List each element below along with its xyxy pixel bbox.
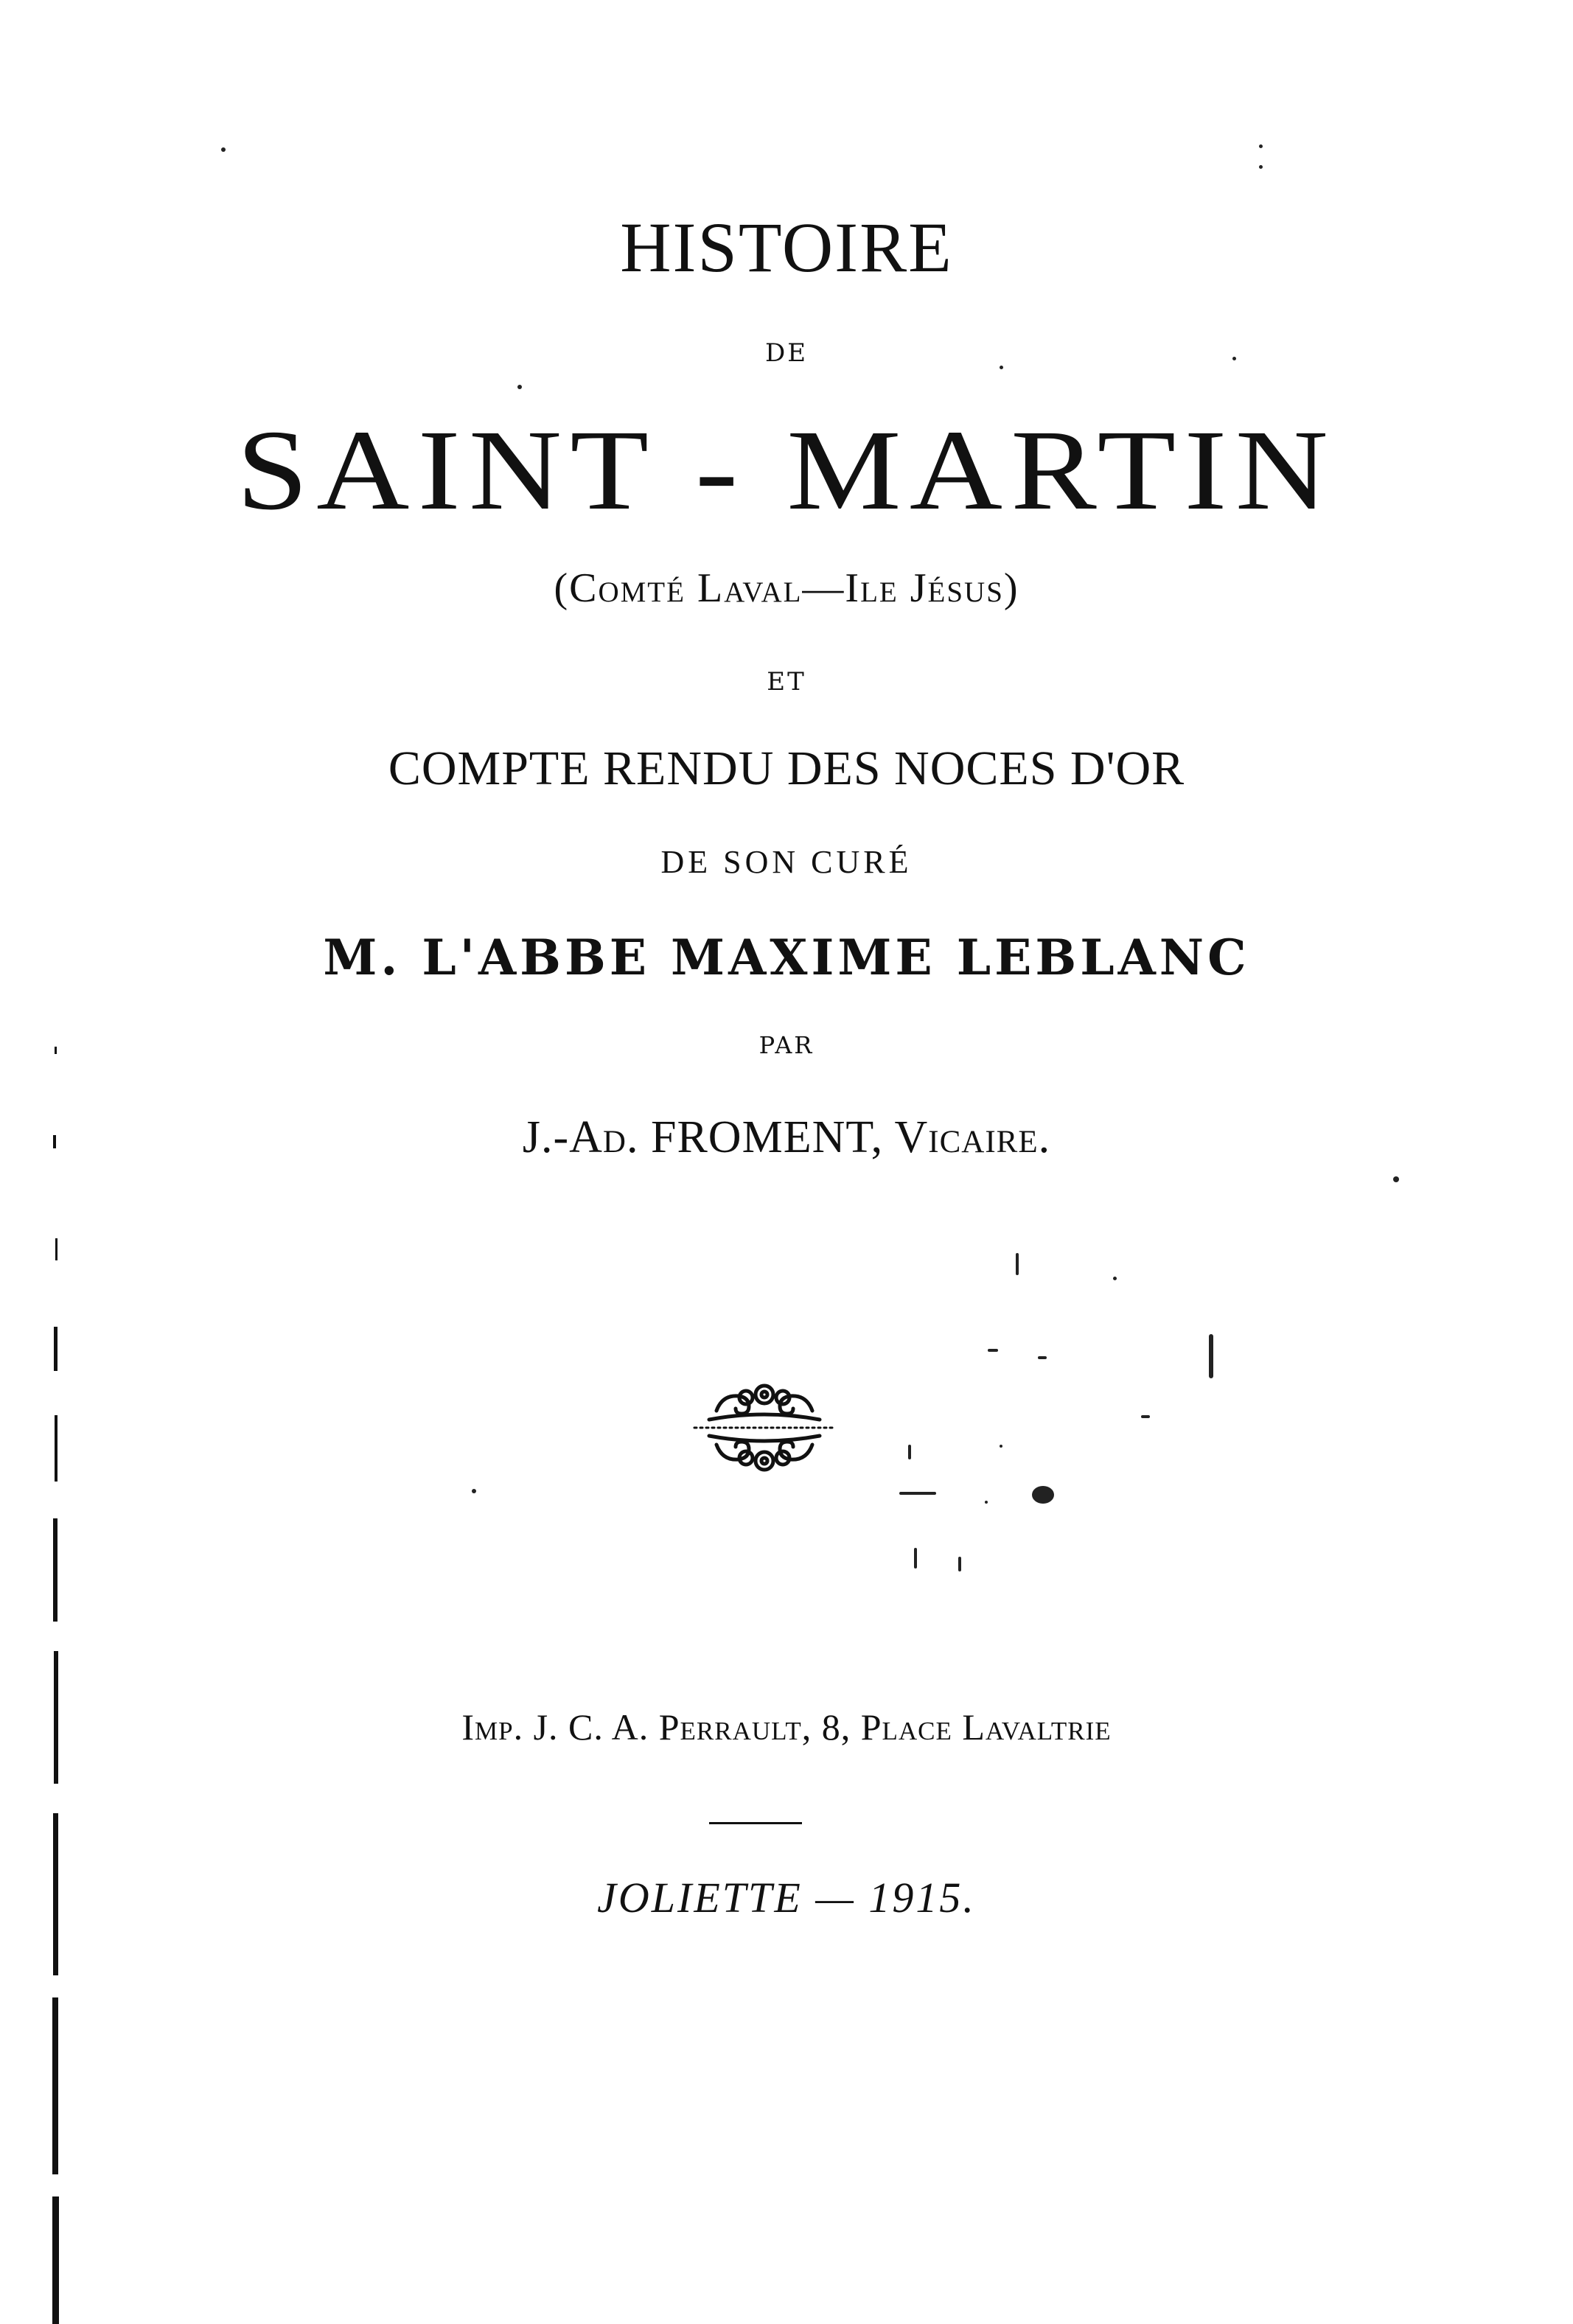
scan-speck xyxy=(472,1489,476,1493)
scan-speck xyxy=(1232,357,1236,360)
scan-speck xyxy=(899,1492,936,1495)
scan-speck xyxy=(985,1501,988,1504)
scan-speck xyxy=(1259,144,1263,148)
scan-speck xyxy=(958,1557,961,1571)
scan-speck xyxy=(1032,1486,1054,1504)
scan-speck xyxy=(1113,1277,1117,1280)
scan-speck xyxy=(1209,1334,1213,1378)
scan-speck xyxy=(1393,1176,1399,1182)
scroll-ornament-icon xyxy=(687,1372,842,1483)
scan-speck xyxy=(221,147,226,152)
scan-speck xyxy=(1016,1253,1019,1275)
subtitle-de-son-cure: DE SON CURÉ xyxy=(660,844,913,880)
title-de: DE xyxy=(764,338,809,368)
divider-rule xyxy=(709,1822,802,1824)
scan-speck xyxy=(908,1445,911,1459)
author-name: J.-Ad. FROMENT, Vicaire. xyxy=(522,1112,1051,1162)
title-saint-martin: SAINT - MARTIN xyxy=(236,406,1337,534)
conjunction-et: ET xyxy=(767,667,806,697)
scan-speck xyxy=(517,385,522,389)
scan-speck xyxy=(1259,165,1263,169)
byline-par: PAR xyxy=(758,1031,815,1059)
place-date: JOLIETTE — 1915. xyxy=(597,1874,976,1922)
scan-speck xyxy=(988,1349,998,1352)
scan-speck xyxy=(1000,366,1003,369)
title-histoire: HISTOIRE xyxy=(620,208,953,287)
subtitle-compte-rendu: COMPTE RENDU DES NOCES D'OR xyxy=(388,741,1185,795)
subtitle-comte: (Comté Laval—Ile Jésus) xyxy=(554,565,1019,611)
printer-line: Imp. J. C. A. Perrault, 8, Place Lavaltrie xyxy=(461,1706,1112,1748)
scan-speck xyxy=(1038,1356,1047,1359)
subject-name: M. L'ABBE MAXIME LEBLANC xyxy=(323,929,1250,986)
scan-speck xyxy=(1000,1445,1002,1448)
binding-edge-marks xyxy=(49,1017,63,2324)
scan-speck xyxy=(914,1548,917,1568)
scan-speck xyxy=(1141,1415,1150,1418)
